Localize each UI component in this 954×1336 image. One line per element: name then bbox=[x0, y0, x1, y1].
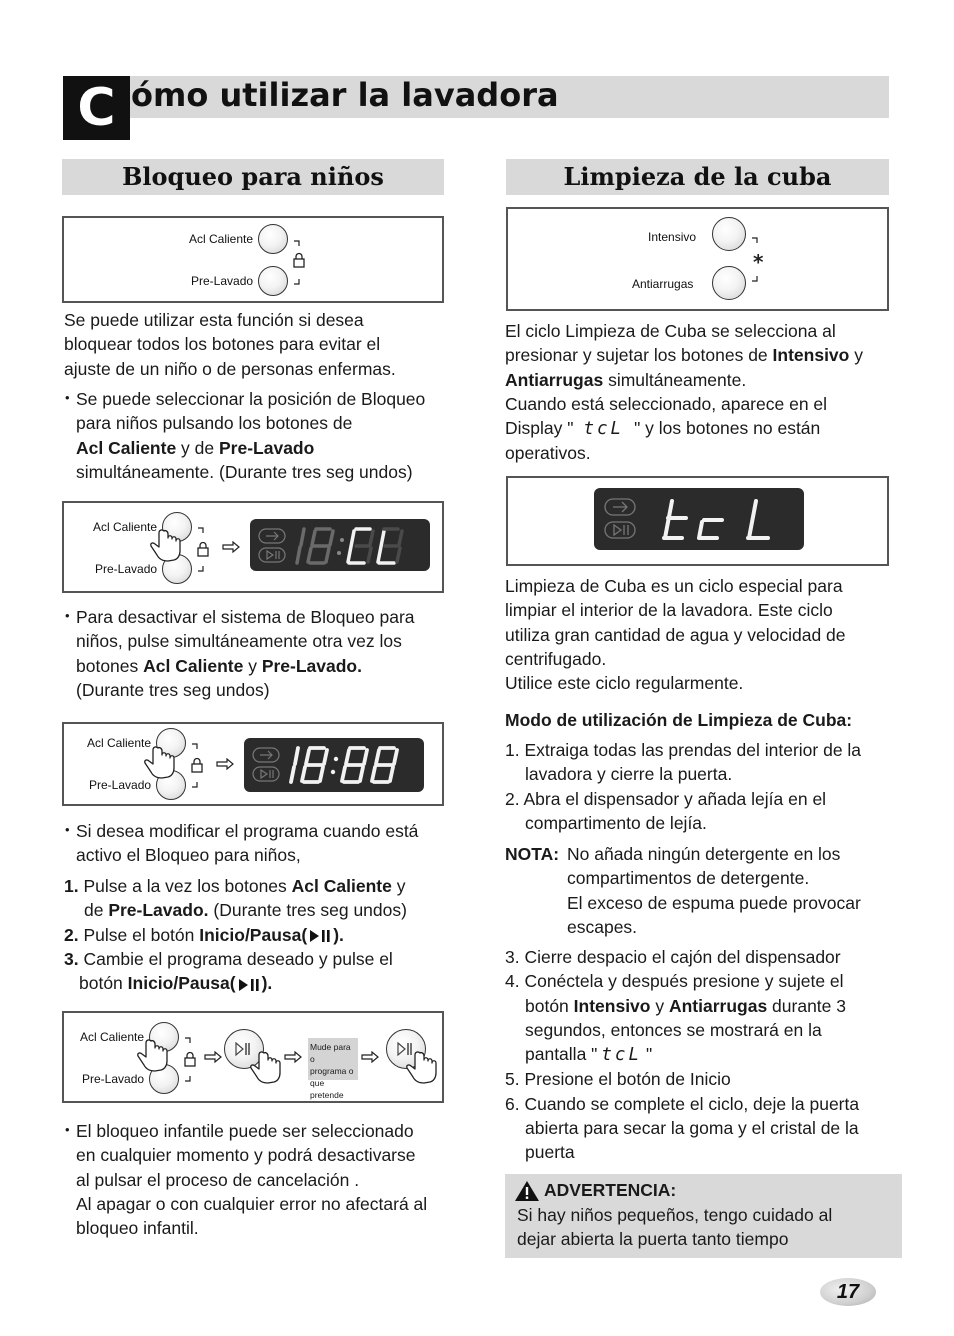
acl-caliente-button[interactable] bbox=[258, 224, 288, 254]
bullet-activate: • Se puede seleccionar la posición de Bloqueo para niños pulsando los botones de Acl Caliente y de Pre-Lavado simultáneamente. (Durante tres seg undos) bbox=[64, 387, 456, 484]
arrow-icon bbox=[284, 1051, 304, 1065]
child-lock-on-panel bbox=[62, 501, 444, 593]
tub-clean-intro: El ciclo Limpieza de Cuba se selecciona al presionar y sujetar los botones de Intensivo y Antiarrugas simultáneamente. Cuando está seleccionado, aparece en el Display " tcL " y los botones no están operativos. bbox=[505, 321, 863, 464]
status-icons bbox=[252, 746, 282, 784]
left-intro: Se puede utilizar esta función si desea bloquear todos los botones para evitar el ajuste de un niño o de personas enfermas. bbox=[64, 310, 396, 379]
bullet-modify: • Si desea modificar el programa cuando está activo el Bloqueo para niños, bbox=[64, 819, 456, 868]
lock-icon bbox=[181, 1035, 201, 1085]
display-panel bbox=[594, 488, 804, 550]
display-panel bbox=[250, 519, 430, 571]
acl-caliente-label: Acl Caliente bbox=[80, 1030, 145, 1044]
play-pause-icon bbox=[307, 927, 333, 945]
mode-steps-a: 1. Extraiga todas las prendas del interior de la lavadora y cierre la puerta. 2. Abra el dispensador y añada lejía en el compartimento de lejía. bbox=[505, 740, 862, 833]
hand-icon bbox=[142, 527, 186, 567]
mode-title: Modo de utilización de Limpieza de Cuba: bbox=[505, 710, 853, 730]
tub-clean-desc: Limpieza de Cuba es un ciclo especial para limpiar el interior de la lavadora. Este ciclo utiliza gran cantidad de agua y velocidad de centrifugado. Utilice este ciclo regularmente. bbox=[505, 576, 846, 694]
acl-caliente-label: Acl Caliente bbox=[93, 520, 158, 534]
tcl-display bbox=[660, 496, 800, 544]
child-lock-panel bbox=[62, 216, 444, 303]
bullet-cancel: • El bloqueo infantile puede ser seleccionado en cualquier momento y podrá desactivarse al pulsar el proceso de cancelación . Al apagar o con cualquier error no afectará al bloqueo infantil. bbox=[64, 1119, 456, 1240]
warning-text: Si hay niños pequeños, tengo cuidado al dejar abierta la puerta tanto tiempo bbox=[517, 1205, 833, 1250]
step-1: 1. Pulse a la vez los botones Acl Caliente y bbox=[64, 876, 406, 896]
step-3: 3. Cambie el programa deseado y pulse el bbox=[64, 948, 393, 969]
seven-seg-display-2 bbox=[288, 744, 418, 788]
arrow-icon bbox=[361, 1051, 381, 1065]
right-section-title: Limpieza de la cuba bbox=[506, 159, 889, 195]
change-program-panel bbox=[62, 1011, 444, 1103]
warning-box bbox=[505, 1174, 902, 1258]
pre-lavado-label: Pre-Lavado bbox=[95, 562, 158, 576]
step-2: 2. Pulse el botón Inicio/Pausa( ). bbox=[64, 924, 344, 945]
bullet-deactivate: • Para desactivar el sistema de Bloqueo para niños, pulse simultáneamente otra vez los botones Acl Caliente y Pre-Lavado. (Durante tres seg undos) bbox=[64, 605, 456, 702]
acl-caliente-label: Acl Caliente bbox=[87, 736, 152, 750]
antiarrugas-label: Antiarrugas bbox=[632, 277, 694, 291]
acl-caliente-label: Acl Caliente bbox=[189, 232, 254, 246]
hand-icon bbox=[129, 1037, 173, 1077]
arrow-icon bbox=[216, 758, 236, 772]
warning-title: ADVERTENCIA: bbox=[544, 1180, 677, 1200]
left-section-title: Bloqueo para niños bbox=[62, 159, 444, 195]
child-lock-off-panel bbox=[62, 722, 444, 806]
arrow-icon bbox=[222, 541, 242, 555]
seven-seg-display-1 bbox=[294, 525, 424, 567]
page-number: 17 bbox=[820, 1278, 876, 1306]
lock-icon bbox=[188, 741, 208, 791]
tcl-display-panel bbox=[506, 476, 889, 566]
hand-icon bbox=[136, 744, 180, 784]
status-icons bbox=[258, 527, 288, 565]
lock-icon bbox=[194, 525, 214, 575]
antiarrugas-button[interactable] bbox=[712, 266, 746, 300]
asterisk-icon bbox=[748, 235, 770, 285]
tub-clean-panel bbox=[506, 207, 889, 311]
svg-text:*: * bbox=[753, 250, 764, 274]
pre-lavado-label: Pre-Lavado bbox=[89, 778, 152, 792]
tcl-code: tcL bbox=[583, 419, 625, 440]
program-note: Mude para o programa o que pretende bbox=[308, 1038, 358, 1080]
pre-lavado-button[interactable] bbox=[258, 266, 288, 296]
page-title: ómo utilizar la lavadora bbox=[131, 76, 559, 114]
tcl-code: tcL bbox=[601, 1045, 642, 1066]
hand-icon bbox=[242, 1049, 286, 1089]
arrow-icon bbox=[204, 1051, 224, 1065]
modify-steps: 1. Pulse a la vez los botones Acl Caliente y de Pre-Lavado. (Durante tres seg undos) 2. Pulse el botón Inicio/Pausa( ). 3. Cambie el programa deseado y pulse el botón Inicio/Pausa( ). bbox=[64, 874, 444, 995]
nota-text: No añada ningún detergente en los compartimentos de detergente. El exceso de espuma puede provocar escapes. bbox=[567, 844, 861, 937]
display-panel bbox=[244, 738, 424, 792]
play-pause-icon bbox=[236, 976, 262, 994]
intensivo-label: Intensivo bbox=[648, 230, 697, 244]
header-letter: C bbox=[63, 76, 130, 140]
intensivo-button[interactable] bbox=[712, 217, 746, 251]
nota-label: NOTA: bbox=[505, 844, 560, 864]
warning-icon bbox=[514, 1180, 540, 1202]
hand-icon bbox=[398, 1049, 442, 1089]
status-icons bbox=[604, 496, 638, 542]
pre-lavado-label: Pre-Lavado bbox=[82, 1072, 145, 1086]
pre-lavado-label: Pre-Lavado bbox=[191, 274, 254, 288]
lock-icon bbox=[290, 238, 310, 288]
mode-steps-b: 3. Cierre despacio el cajón del dispensador 4. Conéctela y después presione y sujete el botón Intensivo y Antiarrugas durante 3 segundos, entonces se mostrará en la pantalla " tcL " 5. Presione el botón de Inicio 6. Cuando se complete el ciclo, deje la puerta abierta para secar la goma y el cristal de la puerta bbox=[505, 947, 860, 1163]
